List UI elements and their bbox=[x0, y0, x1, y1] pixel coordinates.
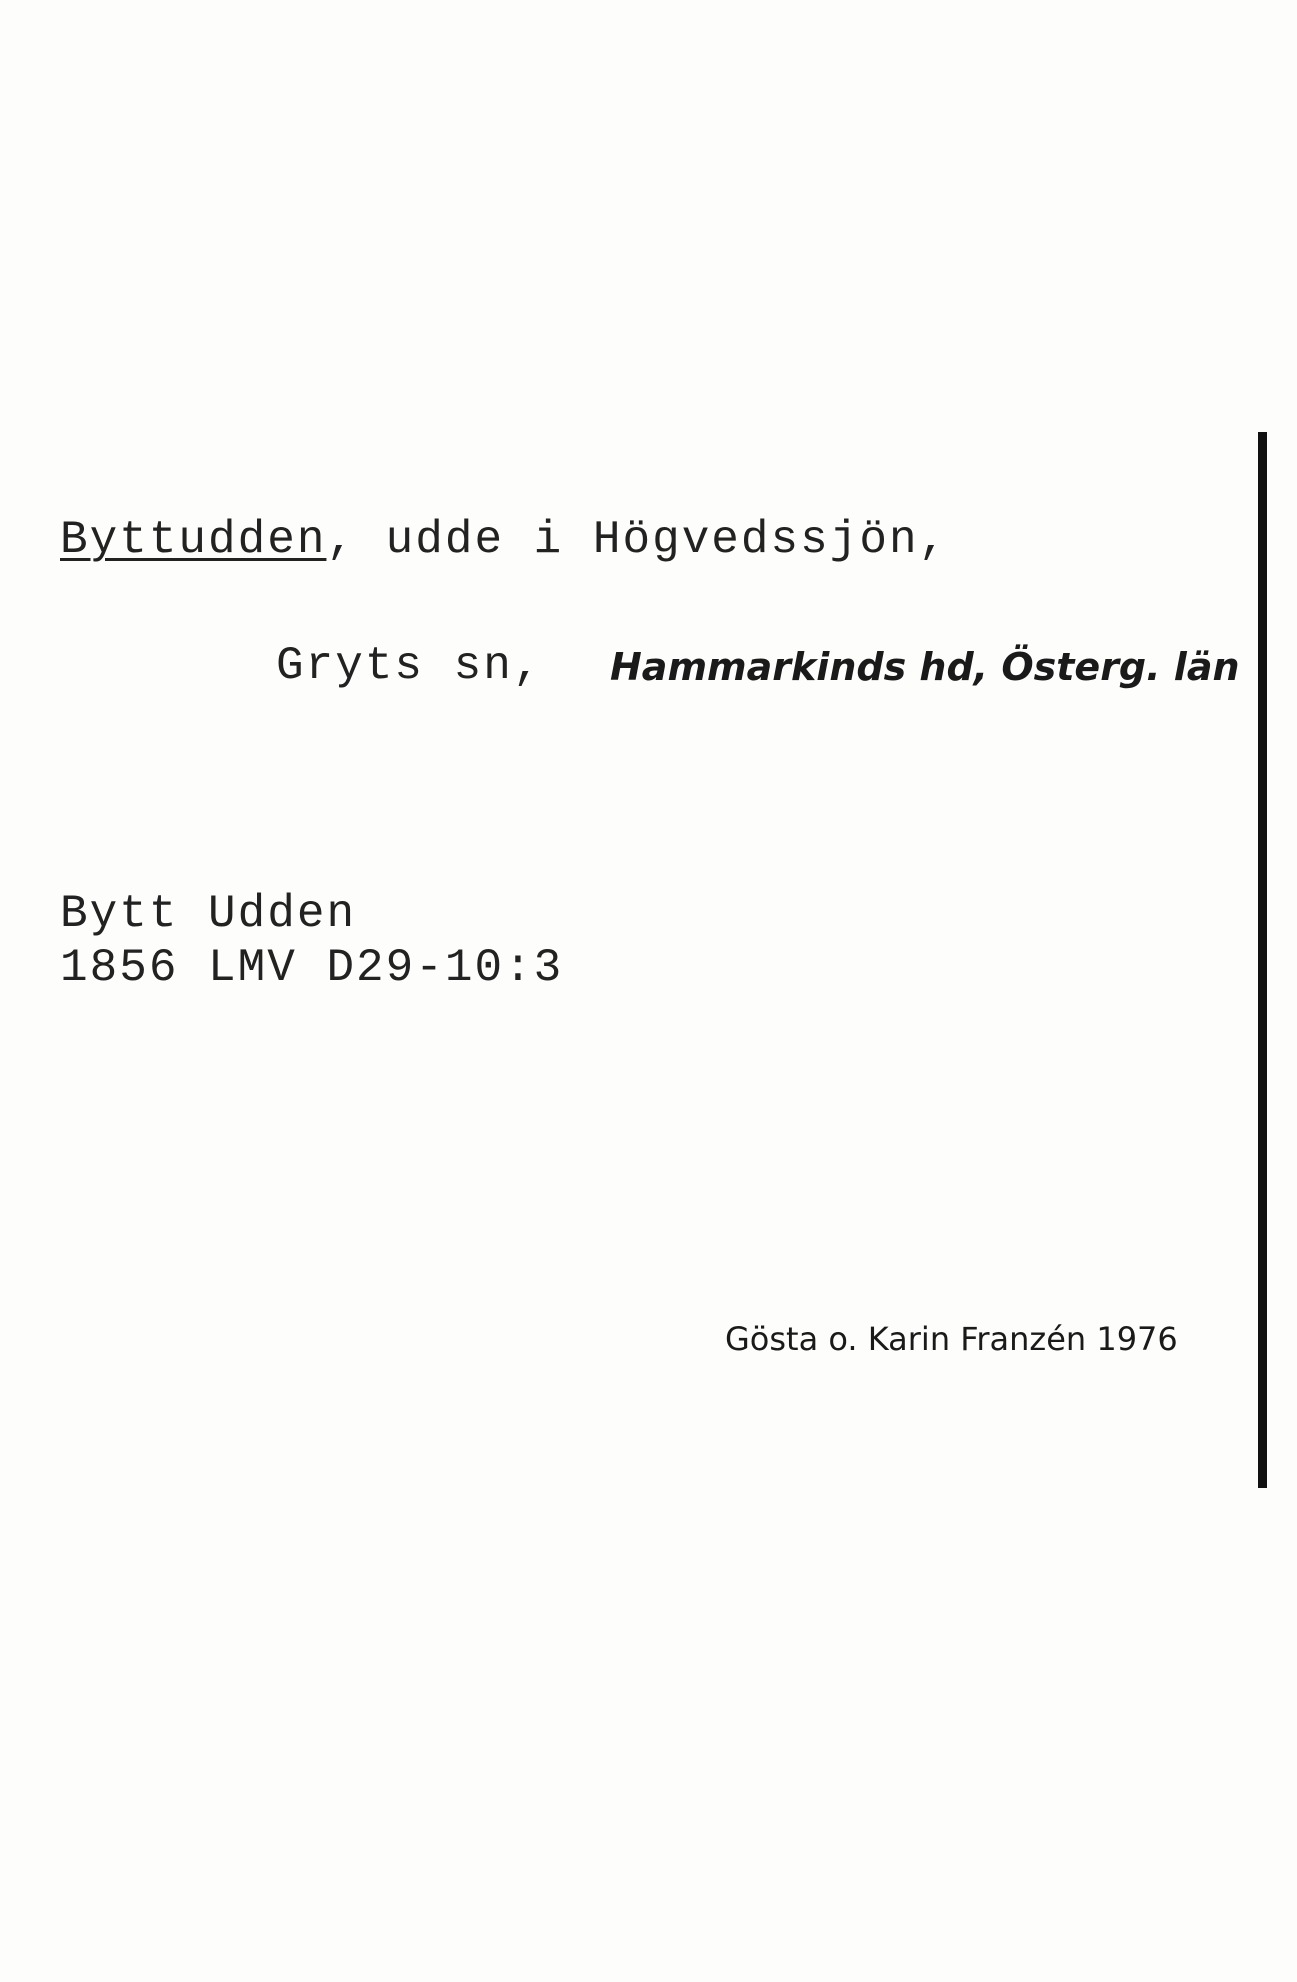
entry-line bbox=[60, 514, 948, 566]
name-variant: Bytt Udden bbox=[60, 888, 357, 940]
place-name: Byttudden bbox=[60, 514, 327, 566]
place-description: , udde i Högvedssjön, bbox=[326, 514, 949, 566]
district-stamp: Hammarkinds hd, Österg. län bbox=[610, 645, 1240, 689]
parish-name: Gryts sn, bbox=[276, 640, 543, 692]
collector-credit: Gösta o. Karin Franzén 1976 bbox=[725, 1320, 1178, 1358]
source-reference: 1856 LMV D29-10:3 bbox=[60, 942, 564, 994]
card-edge-bar bbox=[1258, 432, 1267, 1488]
